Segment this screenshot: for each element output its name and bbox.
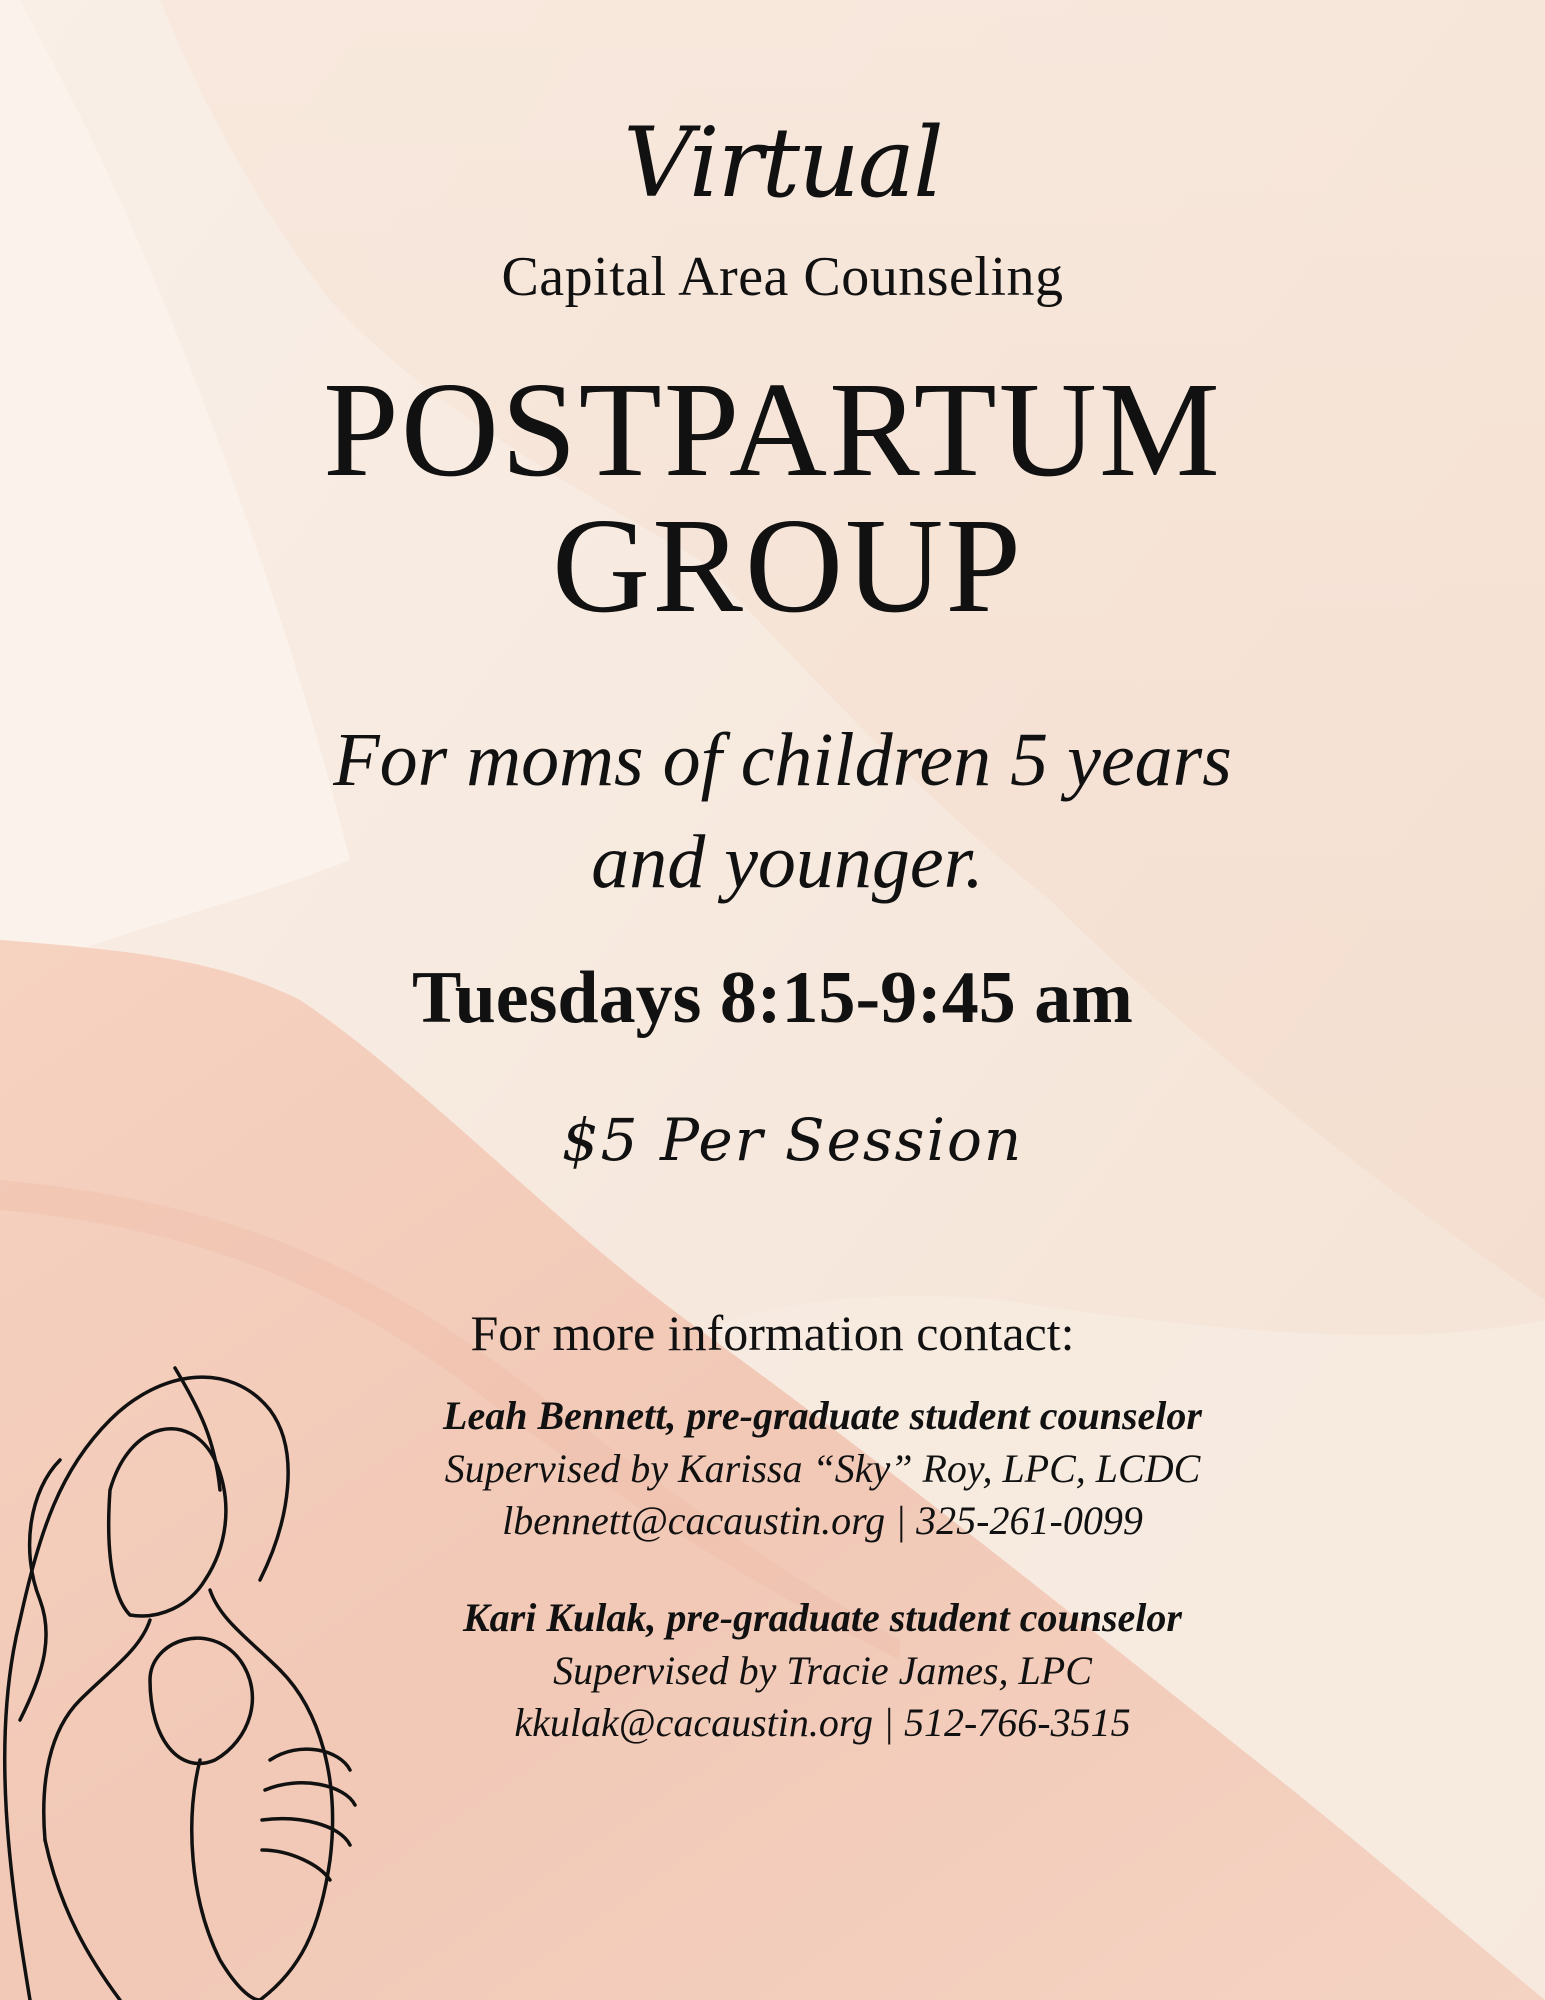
contact-1-supervisor: Supervised by Karissa “Sky” Roy, LPC, LCDC [444,1446,1201,1491]
contact-1-email-phone: lbennett@cacaustin.org | 325-261-0099 [502,1498,1143,1543]
title-line-2: GROUP [552,491,1023,641]
session-price: $5 Per Session [561,1106,1024,1174]
contact-1-name-role: Leah Bennett, pre-graduate student counselor [443,1393,1202,1438]
contact-2-email-phone: kkulak@cacaustin.org | 512-766-3515 [514,1700,1131,1745]
meeting-schedule: Tuesdays 8:15-9:45 am [412,957,1133,1039]
contact-heading: For more information contact: [470,1305,1075,1361]
audience-line-2: and younger. [591,820,984,904]
organization-name: Capital Area Counseling [501,246,1064,308]
contact-2-name-role: Kari Kulak, pre-graduate student counselor [462,1595,1182,1640]
format-label: Virtual [623,107,942,219]
audience-line-1: For moms of children 5 years [333,718,1232,802]
title-line-1: POSTPARTUM [323,355,1222,505]
contact-2-supervisor: Supervised by Tracie James, LPC [553,1648,1092,1693]
